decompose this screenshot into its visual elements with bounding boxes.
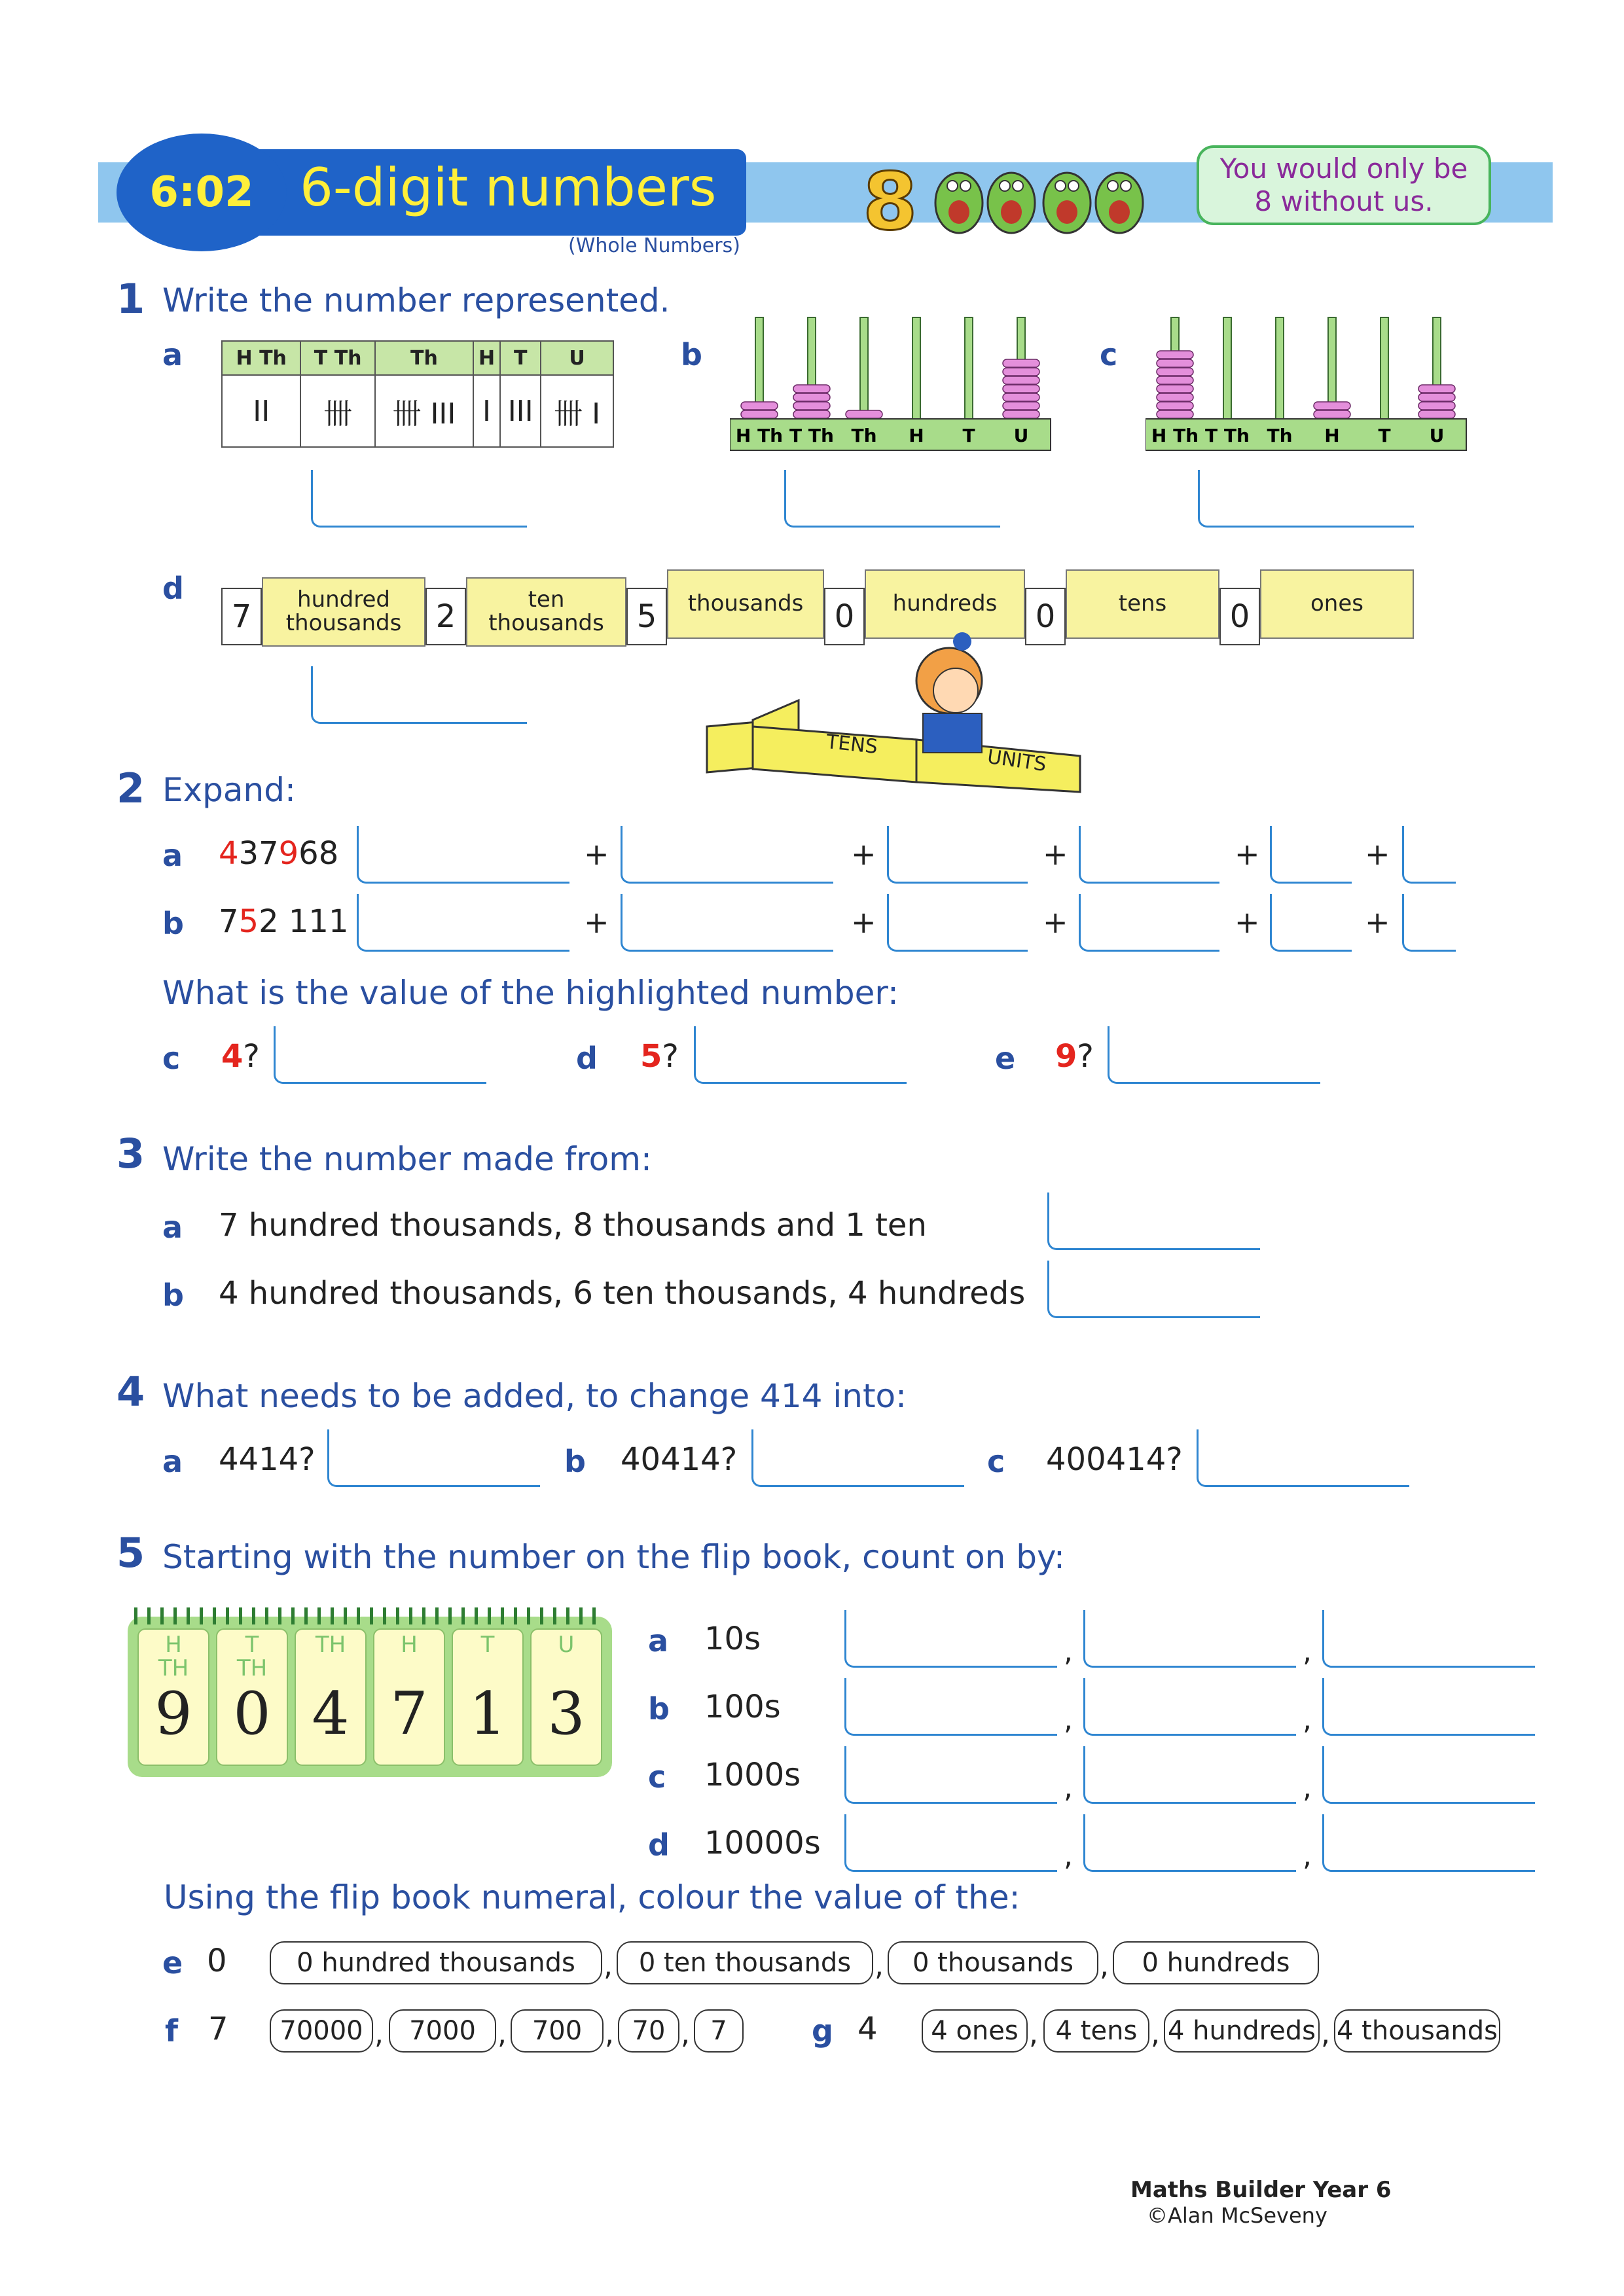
- count-answer-box[interactable]: [844, 1746, 1057, 1804]
- flip-book-page: [216, 1628, 288, 1766]
- q2c-qmark: ?: [243, 1038, 260, 1075]
- strip-digit: 5: [626, 588, 667, 645]
- abacus-bead: [1003, 376, 1039, 384]
- abacus-label: T: [962, 425, 975, 446]
- page-title: 6-digit numbers: [300, 157, 717, 218]
- comma: ,: [681, 2017, 690, 2051]
- q2e-answer-box[interactable]: [1108, 1026, 1320, 1084]
- q4a-answer-box[interactable]: [327, 1429, 540, 1487]
- strip-word: thousands: [667, 569, 824, 639]
- comma: ,: [1029, 2017, 1038, 2051]
- q4b-answer-box[interactable]: [751, 1429, 964, 1487]
- abacus-label: T Th: [789, 425, 834, 446]
- q2b-highlight-5: 5: [238, 903, 259, 940]
- comma: ,: [1303, 1839, 1312, 1873]
- count-answer-box[interactable]: [1083, 1814, 1296, 1872]
- flip-page-digit: 0: [233, 1679, 271, 1748]
- q3a-text: 7 hundred thousands, 8 thousands and 1 ten: [219, 1207, 927, 1244]
- strip-digit: 0: [824, 588, 865, 645]
- abacus-bead: [1003, 359, 1039, 367]
- tally-cell: 卌 III: [375, 375, 473, 447]
- strip-digit: 7: [221, 588, 262, 645]
- abacus-bead: [1314, 410, 1350, 418]
- q4c-label: c: [987, 1444, 1005, 1479]
- q2d-label: d: [576, 1041, 598, 1076]
- count-answer-box[interactable]: [1322, 1678, 1535, 1736]
- comma: ,: [374, 2017, 384, 2051]
- option-pill[interactable]: 4 ones: [922, 2009, 1028, 2053]
- abacus-label: H: [1324, 425, 1340, 446]
- strip-word: tens: [1066, 569, 1219, 639]
- q2c-label: c: [162, 1041, 181, 1076]
- option-pill[interactable]: 4 tens: [1043, 2009, 1149, 2053]
- option-pill[interactable]: 4 thousands: [1334, 2009, 1500, 2053]
- option-pill[interactable]: 0 thousands: [888, 1941, 1098, 1984]
- option-pill[interactable]: 7: [694, 2009, 744, 2053]
- comma: ,: [1064, 1771, 1073, 1804]
- q2b-box-2[interactable]: [621, 894, 833, 952]
- tally-cell: 卌 I: [541, 375, 613, 447]
- q1-text: Write the number represented.: [162, 281, 670, 319]
- q2d-answer-box[interactable]: [694, 1026, 907, 1084]
- q2b-part: 7: [219, 903, 239, 940]
- q1-number: 1: [117, 275, 145, 323]
- flip-book-page: [373, 1628, 445, 1766]
- comma: ,: [604, 1949, 613, 1982]
- q4c-answer-box[interactable]: [1197, 1429, 1409, 1487]
- plus-sign: +: [1043, 905, 1068, 940]
- option-pill[interactable]: 0 ten thousands: [617, 1941, 873, 1984]
- tally-cell: II: [222, 375, 300, 447]
- q5f-label: f: [165, 2013, 179, 2049]
- flip-page-digit: 1: [469, 1679, 507, 1748]
- abacus-rod: [1380, 317, 1388, 419]
- q3b-text: 4 hundred thousands, 6 ten thousands, 4 hundreds: [219, 1275, 1026, 1312]
- abacus-bead: [793, 393, 830, 401]
- q4-number: 4: [117, 1368, 145, 1416]
- plus-sign: +: [851, 905, 876, 940]
- abacus-label: H Th: [1151, 425, 1199, 446]
- pv-header: T Th: [300, 341, 374, 375]
- count-answer-box[interactable]: [844, 1814, 1057, 1872]
- abacus-bead: [1003, 385, 1039, 393]
- option-pill[interactable]: 4 hundreds: [1164, 2009, 1320, 2053]
- q5-text: Starting with the number on the flip book, count on by:: [162, 1538, 1065, 1576]
- q2b-box-3[interactable]: [887, 894, 1028, 952]
- option-pill[interactable]: 700: [511, 2009, 604, 2053]
- flip-page-header: T TH: [236, 1632, 268, 1681]
- abacus-bead: [741, 410, 778, 418]
- comma: ,: [1303, 1771, 1312, 1804]
- abacus-bead: [1418, 402, 1455, 410]
- abacus-bead: [1003, 410, 1039, 418]
- plus-sign: +: [1365, 905, 1390, 940]
- strip-digit: 0: [1219, 588, 1260, 645]
- q2a-box-3[interactable]: [887, 826, 1028, 884]
- abacus-bead: [1157, 393, 1193, 401]
- q1d-answer-box[interactable]: [311, 666, 527, 724]
- q3-number: 3: [117, 1130, 145, 1177]
- plus-sign: +: [584, 905, 609, 940]
- abacus-bead: [1003, 393, 1039, 401]
- flip-page-header: U: [558, 1632, 575, 1658]
- strip-digit: 0: [1025, 588, 1066, 645]
- abacus-label: U: [1429, 425, 1445, 446]
- q2b-box-1[interactable]: [357, 894, 569, 952]
- count-answer-box[interactable]: [1322, 1814, 1535, 1872]
- q3b-label: b: [162, 1278, 184, 1313]
- flip-book-spiral: [134, 1607, 605, 1624]
- q1c-answer-box[interactable]: [1198, 470, 1414, 528]
- option-pill[interactable]: 0 hundreds: [1113, 1941, 1319, 1984]
- count-answer-box[interactable]: [844, 1678, 1057, 1736]
- plus-sign: +: [584, 836, 609, 872]
- flip-page-header: H TH: [158, 1632, 189, 1681]
- q2b-part: 2 111: [259, 903, 349, 940]
- q2-highlight-question: What is the value of the highlighted number:: [162, 974, 899, 1012]
- q2b-label: b: [162, 906, 184, 941]
- abacus-bead: [1157, 402, 1193, 410]
- q1b-label: b: [681, 337, 702, 372]
- abacus-label: U: [1013, 425, 1029, 446]
- flip-book-page: [530, 1628, 602, 1766]
- lesson-code: 6:02: [149, 168, 254, 217]
- q2e-qmark: ?: [1077, 1038, 1094, 1075]
- abacus-bead: [1418, 385, 1455, 393]
- q2e-label: e: [995, 1041, 1016, 1076]
- count-row-label: c: [648, 1759, 666, 1795]
- abacus-bead: [793, 385, 830, 393]
- flip-page-digit: 3: [547, 1679, 585, 1748]
- banner-word-tens: TENS: [825, 730, 879, 759]
- count-row-label: b: [648, 1691, 670, 1727]
- option-pill[interactable]: 70000: [270, 2009, 373, 2053]
- count-row-step: 1000s: [704, 1757, 801, 1793]
- q2b-box-5[interactable]: [1270, 894, 1352, 952]
- tally-cell: 卌: [300, 375, 374, 447]
- q2b-box-6[interactable]: [1402, 894, 1456, 952]
- count-answer-box[interactable]: [1083, 1678, 1296, 1736]
- strip-word: ones: [1260, 569, 1414, 639]
- q3a-answer-box[interactable]: [1047, 1193, 1260, 1250]
- abacus-rod: [1223, 317, 1231, 419]
- abacus-bead: [1157, 359, 1193, 367]
- option-pill[interactable]: 70: [618, 2009, 679, 2053]
- q5g-digit: 4: [857, 2011, 878, 2047]
- flip-page-header: T: [480, 1632, 495, 1658]
- speech-bubble: [1197, 145, 1491, 225]
- count-row-step: 100s: [704, 1689, 781, 1725]
- q2b-number: [219, 903, 349, 940]
- flip-page-header: TH: [315, 1632, 346, 1658]
- abacus-label: Th: [1267, 425, 1293, 446]
- count-answer-box[interactable]: [1083, 1746, 1296, 1804]
- strip-word: hundreds: [865, 569, 1025, 639]
- q5e-digit: 0: [207, 1943, 227, 1979]
- abacus-bead: [1157, 351, 1193, 359]
- footer-book-title: Maths Builder Year 6: [1130, 2177, 1392, 2203]
- q2a-box-6[interactable]: [1402, 826, 1456, 884]
- q4c-value: 400414?: [1046, 1441, 1183, 1478]
- abacus-bead: [1157, 410, 1193, 418]
- q2d-digit: 5: [640, 1038, 662, 1075]
- pv-header: Th: [375, 341, 473, 375]
- plus-sign: +: [851, 836, 876, 872]
- abacus-label: H Th: [735, 425, 784, 446]
- place-value-table: [221, 340, 614, 448]
- q2a-highlight-9: 9: [278, 835, 299, 872]
- q2a-box-1[interactable]: [357, 826, 569, 884]
- footer-copyright: ©Alan McSeveny: [1147, 2203, 1327, 2228]
- pv-header: U: [541, 341, 613, 375]
- q2d-qmark: ?: [662, 1038, 679, 1075]
- pv-header: H: [473, 341, 500, 375]
- comma: ,: [875, 1949, 884, 1982]
- abacus-bead: [1003, 368, 1039, 376]
- q5-number: 5: [117, 1529, 145, 1577]
- q2-text: Expand:: [162, 771, 296, 809]
- count-answer-box[interactable]: [1083, 1610, 1296, 1668]
- banner-word-units: UNITS: [986, 745, 1048, 777]
- pv-header: H Th: [222, 341, 300, 375]
- strip-word: hundred thousands: [262, 577, 425, 647]
- q4a-label: a: [162, 1444, 183, 1479]
- abacus-bead: [1003, 402, 1039, 410]
- q3-text: Write the number made from:: [162, 1140, 652, 1178]
- count-row-label: a: [648, 1623, 669, 1659]
- pv-header: T: [500, 341, 541, 375]
- abacus-bead: [846, 410, 882, 418]
- q5f-digit: 7: [208, 2011, 228, 2047]
- abacus-rod: [965, 317, 973, 419]
- abacus-bead: [1157, 376, 1193, 384]
- option-pill[interactable]: 0 hundred thousands: [270, 1941, 602, 1984]
- abacus-rod: [860, 317, 868, 419]
- tally-cell: III: [500, 375, 541, 447]
- flip-page-digit: 7: [390, 1679, 428, 1748]
- comma: ,: [1100, 1949, 1109, 1982]
- q1a-answer-box[interactable]: [311, 470, 527, 528]
- option-pill[interactable]: 7000: [389, 2009, 496, 2053]
- q2c-digit: 4: [221, 1038, 244, 1075]
- abacus-label: H: [909, 425, 924, 446]
- q2c-answer-box[interactable]: [274, 1026, 486, 1084]
- count-answer-box[interactable]: [1322, 1610, 1535, 1668]
- flip-page-header: H: [401, 1632, 418, 1658]
- page-subtitle: (Whole Numbers): [568, 234, 740, 257]
- plus-sign: +: [1235, 836, 1260, 872]
- comma: ,: [1151, 2017, 1160, 2051]
- q2e-prompt: [1055, 1038, 1094, 1075]
- plus-sign: +: [1043, 836, 1068, 872]
- abacus-bead: [741, 402, 778, 410]
- q1b-answer-box[interactable]: [784, 470, 1000, 528]
- q2a-number: [219, 835, 338, 872]
- q4b-label: b: [564, 1444, 586, 1479]
- q2a-highlight-4: 4: [219, 835, 239, 872]
- count-row-step: 10s: [704, 1621, 761, 1657]
- flip-book-page: [137, 1628, 209, 1766]
- count-answer-box[interactable]: [1322, 1746, 1535, 1804]
- flip-book-page: [452, 1628, 524, 1766]
- comma: ,: [1064, 1839, 1073, 1873]
- q2d-prompt: [640, 1038, 679, 1075]
- flip-page-digit: 4: [312, 1679, 350, 1748]
- abacus-b: [730, 311, 1057, 458]
- q2a-box-5[interactable]: [1270, 826, 1352, 884]
- comma: ,: [1064, 1635, 1073, 1668]
- abacus-label: T: [1378, 425, 1391, 446]
- count-row-label: d: [648, 1827, 670, 1863]
- mascot-group: [857, 152, 1165, 237]
- q2a-label: a: [162, 838, 183, 873]
- count-row-step: 10000s: [704, 1825, 821, 1861]
- q2a-box-2[interactable]: [621, 826, 833, 884]
- count-answer-box[interactable]: [844, 1610, 1057, 1668]
- lesson-code-oval: [117, 134, 287, 251]
- strip-digit: 2: [425, 588, 466, 645]
- q2a-box-4[interactable]: [1079, 826, 1219, 884]
- q2a-part: 37: [238, 835, 279, 872]
- abacus-bead: [1157, 368, 1193, 376]
- q5g-label: g: [812, 2013, 833, 2049]
- abacus-c: [1146, 311, 1473, 458]
- speech-text: You would only be 8 without us.: [1219, 152, 1468, 217]
- flip-book-page: [295, 1628, 367, 1766]
- q4-text: What needs to be added, to change 414 into:: [162, 1377, 907, 1415]
- q3b-answer-box[interactable]: [1047, 1261, 1260, 1318]
- abacus-bead: [793, 410, 830, 418]
- comma: ,: [605, 2017, 614, 2051]
- abacus-bead: [1418, 410, 1455, 418]
- q1a-label: a: [162, 337, 183, 372]
- abacus-bead: [793, 402, 830, 410]
- comma: ,: [1303, 1635, 1312, 1668]
- comma: ,: [1321, 2017, 1330, 2051]
- abacus-bead: [1157, 385, 1193, 393]
- comma: ,: [1303, 1703, 1312, 1736]
- abacus-bead: [1418, 393, 1455, 401]
- q1d-label: d: [162, 571, 184, 606]
- q3a-label: a: [162, 1210, 183, 1245]
- abacus-rod: [1276, 317, 1284, 419]
- q2a-part: 68: [298, 835, 339, 872]
- mascot-illustration: [857, 152, 1165, 237]
- comma: ,: [1064, 1703, 1073, 1736]
- strip-word: ten thousands: [466, 577, 626, 647]
- flip-page-digit: 9: [154, 1679, 192, 1748]
- svg-text:8: 8: [863, 157, 918, 237]
- q2b-box-4[interactable]: [1079, 894, 1219, 952]
- q1c-label: c: [1100, 337, 1118, 372]
- abacus-bead: [1314, 402, 1350, 410]
- q4a-value: 4414?: [219, 1441, 316, 1478]
- q5e-label: e: [162, 1945, 183, 1981]
- tally-cell: I: [473, 375, 500, 447]
- plus-sign: +: [1235, 905, 1260, 940]
- q4b-value: 40414?: [621, 1441, 738, 1478]
- abacus-label: T Th: [1205, 425, 1250, 446]
- q2-number: 2: [117, 764, 145, 812]
- q5-colour-question: Using the flip book numeral, colour the value of the:: [164, 1878, 1020, 1916]
- plus-sign: +: [1365, 836, 1390, 872]
- q2e-digit: 9: [1055, 1038, 1077, 1075]
- abacus-rod: [912, 317, 920, 419]
- abacus-label: Th: [851, 425, 877, 446]
- comma: ,: [497, 2017, 507, 2051]
- q2c-prompt: [221, 1038, 260, 1075]
